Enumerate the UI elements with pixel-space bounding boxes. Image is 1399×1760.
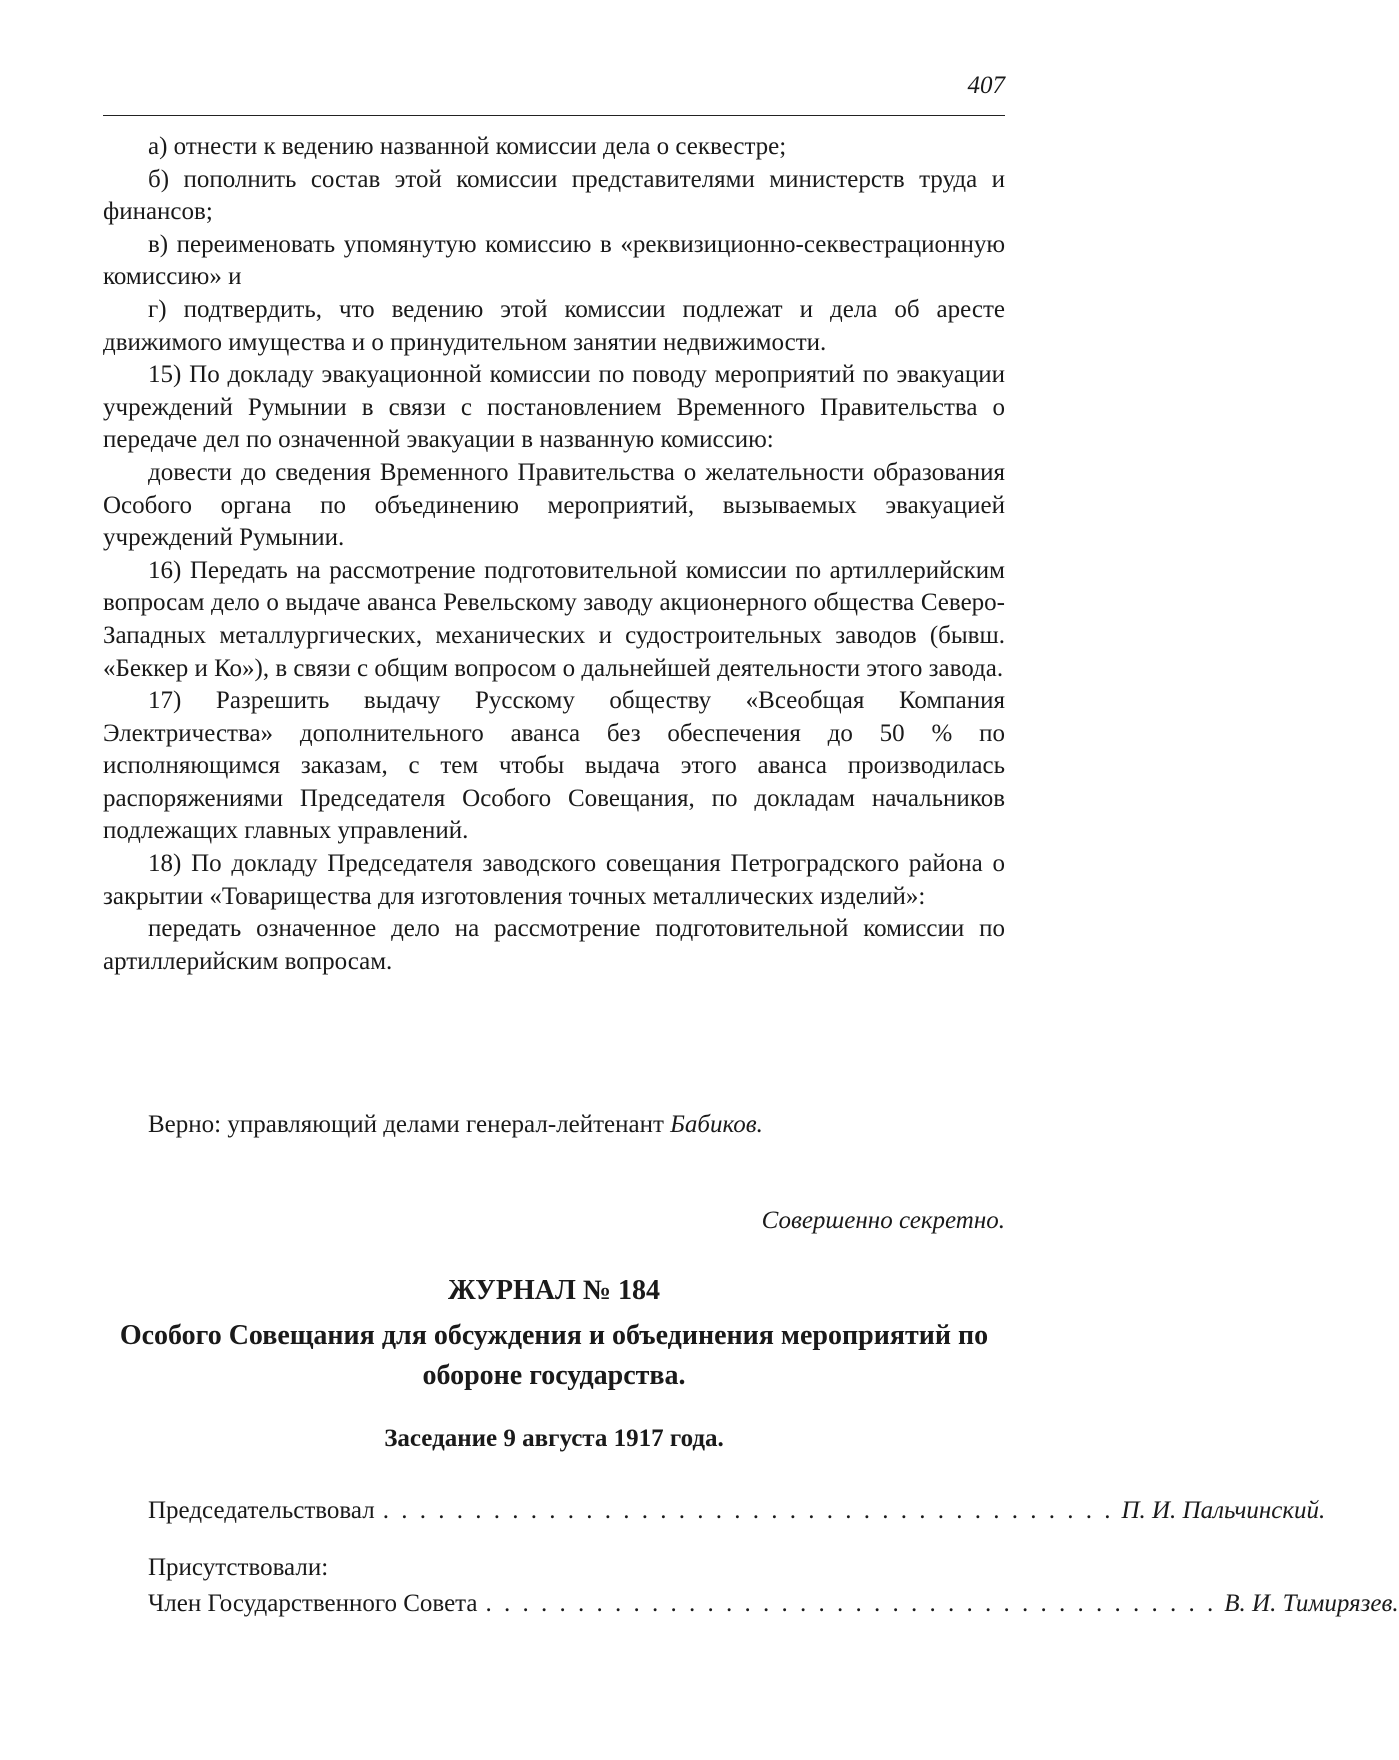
member-name: В. И. Тимирязев. [1224,1590,1399,1617]
paragraph: г) подтвердить, что ведению этой комиссии подлежат и дела об аресте движимого имущества и о принудительном занятии недвижимости. [103,295,1005,356]
verification-line [148,1111,763,1139]
paragraph: а) отнести к ведению названной комиссии дела о секвестре; [148,133,787,160]
paragraph: передать означенное дело на рассмотрение подготовительной комиссии по артиллерийским вопросам. [103,915,1005,975]
paragraph: в) переименовать упомянутую комиссию в «реквизиционно-секвестрационную комиссию» и [103,230,1005,291]
paragraph: 17) Разрешить выдачу Русскому обществу «Всеобщая Компания Электричества» дополнительного аванса без обеспечения до 50 % по исполняющимся заказам, с тем чтобы выдача этого аванса производилась распоряжениями Председателя Особого Совещания, по докладам начальников подлежащих главных управлений. [103,687,1005,845]
classification-mark: Совершенно секретно. [761,1207,1005,1234]
paragraph: довести до сведения Временного Правительства о желательности образования Особого органа по объединению мероприятий, вызываемых эвакуацией учреждений Румынии. [103,458,1005,552]
paragraph: 18) По докладу Председателя заводского совещания Петроградского района о закрытии «Товарищества для изготовления точных металлических изделий»: [103,850,1005,910]
paragraph: б) пополнить состав этой комиссии представителями министерств труда и финансов; [103,165,1005,226]
member-label: Член Государственного Совета [148,1590,478,1617]
leader-dots: . . . . . . . . . . . . . . . . . . . . . . . . . . . . . . . . . . . . . . . . [382,1497,1114,1524]
present-label: Присутствовали: [148,1554,329,1581]
body-text [103,131,1005,978]
member-row [148,1590,1399,1618]
chairman-name: П. И. Пальчинский. [1121,1497,1326,1524]
paragraph: 16) Передать на рассмотрение подготовительной комиссии по артиллерийским вопросам дело о выдаче аванса Ревельскому заводу акционерного общества Северо-Западных металлургических, механических и судостроительных заводов (бывш. «Беккер и Ко»), в связи с общим вопросом о дальнейшей деятельности этого завода. [103,556,1005,682]
chairman-row [148,1497,1326,1525]
session-date: Заседание 9 августа 1917 года. [384,1425,724,1452]
page-number: 407 [967,72,1005,99]
verification-signatory: Бабиков. [670,1111,763,1138]
chairman-label: Председательствовал [148,1497,375,1524]
paragraph: 15) По докладу эвакуационной комиссии по поводу мероприятий по эвакуации учреждений Румынии в связи с постановлением Временного Правительства о передаче дел по означенной эвакуации в названную комиссию: [103,361,1005,454]
verification-text: Верно: управляющий делами генерал-лейтенант [148,1111,664,1138]
leader-dots: . . . . . . . . . . . . . . . . . . . . . . . . . . . . . . . . . . . . . . . . [485,1590,1217,1617]
journal-subtitle: Особого Совещания для обсуждения и объединения мероприятий по обороне государства. [119,1320,989,1391]
journal-title: ЖУРНАЛ № 184 [448,1275,660,1306]
header-rule [103,115,1005,116]
